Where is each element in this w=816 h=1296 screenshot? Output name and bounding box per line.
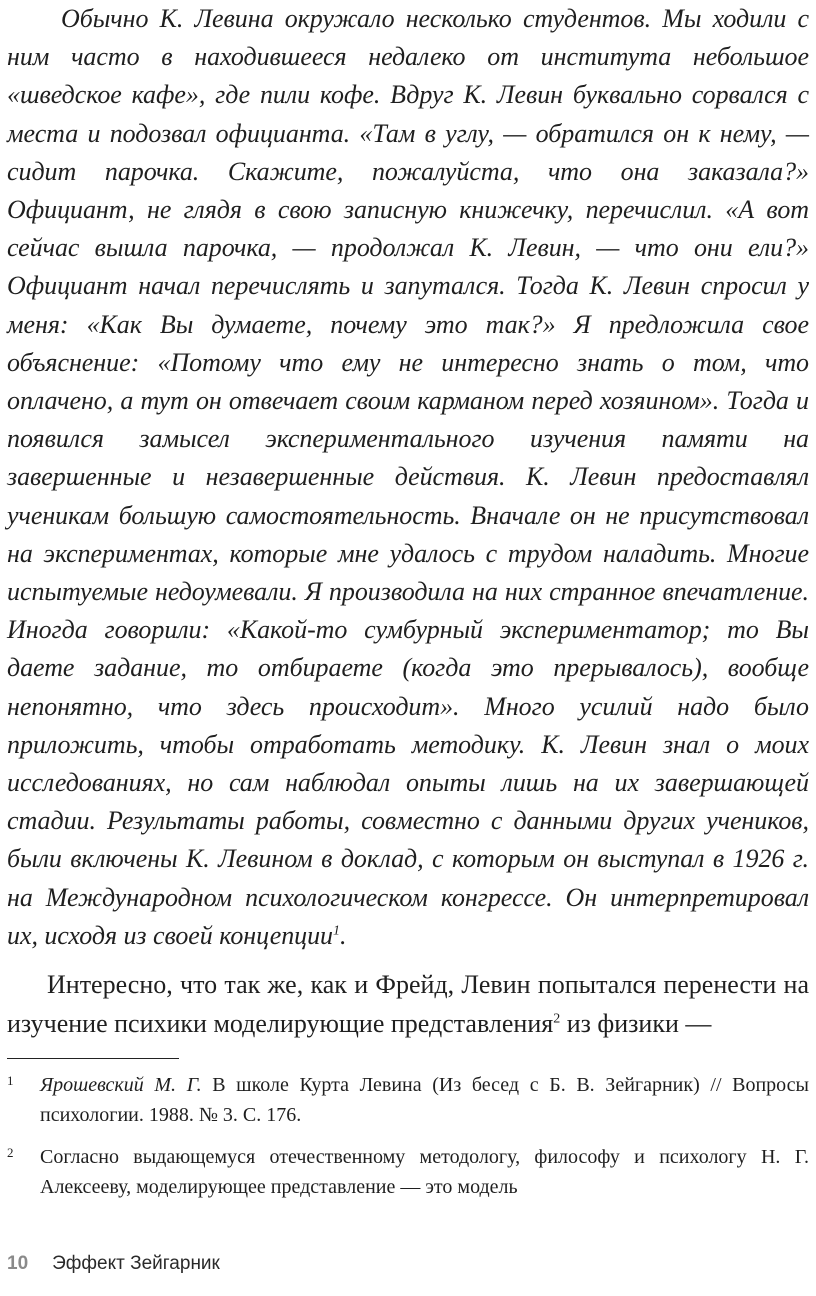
footnote-number: 2 [7, 1145, 14, 1160]
quote-text: Обычно К. Левина окружало несколько студентов. Мы ходили с ним часто в находившееся недалеко от института небольшое «шведское кафе», где пили кофе. Вдруг К. Левин буквально сорвался с места и подозвал официанта. «Там в углу, — обратился он к нему, — сидит парочка. Скажите, пожалуйста, что она заказала?» Официант, не глядя в свою записную книжечку, перечислил. «А вот сейчас вышла парочка, — продолжал К. Левин, — что они ели?» Официант начал перечислять и запутался. Тогда К. Левин спросил у меня: «Как Вы думаете, почему это так?» Я предложила свое объяснение: «Потому что ему не интересно знать о том, что оплачено, а тут он отвечает своим карманом перед хозяином». Тогда и появился замысел экспериментального изучения памяти на завершенные и незавершенные действия. К. Левин предоставлял ученикам большую самостоятельность. Вначале он не присутствовал на экспериментах, которые мне удалось с трудом наладить. Многие испытуемые недоумевали. Я производила на них странное впечатление. Иногда говорили: «Какой-то сумбурный экспериментатор; то Вы даете задание, то отбираете (когда это прерывалось), вообще непонятно, что здесь происходит». Много усилий надо было приложить, чтобы отработать методику. К. Левин знал о моих исследованиях, но сам наблюдал опыты лишь на их завершающей стадии. Результаты работы, совместно с данными других учеников, были включены К. Левином в доклад, с которым он выступал в 1926 г. на Международном психологическом конгрессе. Он интерпретировал их, исходя из своей концепции [7, 4, 809, 950]
footnote-text [40, 1070, 809, 1130]
footnote-text: Согласно выдающемуся отечественному методологу, философу и психологу Н. Г. Алексееву, моделирующее представление — это модель [40, 1146, 809, 1198]
page-number: 10 [7, 1253, 29, 1274]
footnote-ref-1: 1 [333, 923, 340, 939]
body-continuation: из физики — [560, 1008, 712, 1038]
running-title: Эффект Зейгарник [52, 1253, 220, 1274]
footnote-divider [7, 1058, 179, 1059]
footnote-2 [7, 1142, 809, 1202]
quote-paragraph [7, 0, 809, 955]
body-text: Интересно, что так же, как и Фрейд, Левин попытался перенести на изучение психики моделирующие представления [7, 970, 809, 1038]
quote-end: . [339, 920, 347, 950]
footnote-citation: В школе Курта Левина (Из бесед с Б. В. Зейгарник) // Вопросы психологии. 1988. № 3. С. 176. [40, 1074, 809, 1126]
footnote-ref-2: 2 [553, 1010, 561, 1026]
footnote-author: Ярошевский М. Г. [40, 1074, 202, 1096]
page-footer [7, 1251, 220, 1277]
footnote-number: 1 [7, 1073, 14, 1088]
footnote-1 [7, 1070, 809, 1130]
body-paragraph [7, 966, 809, 1043]
